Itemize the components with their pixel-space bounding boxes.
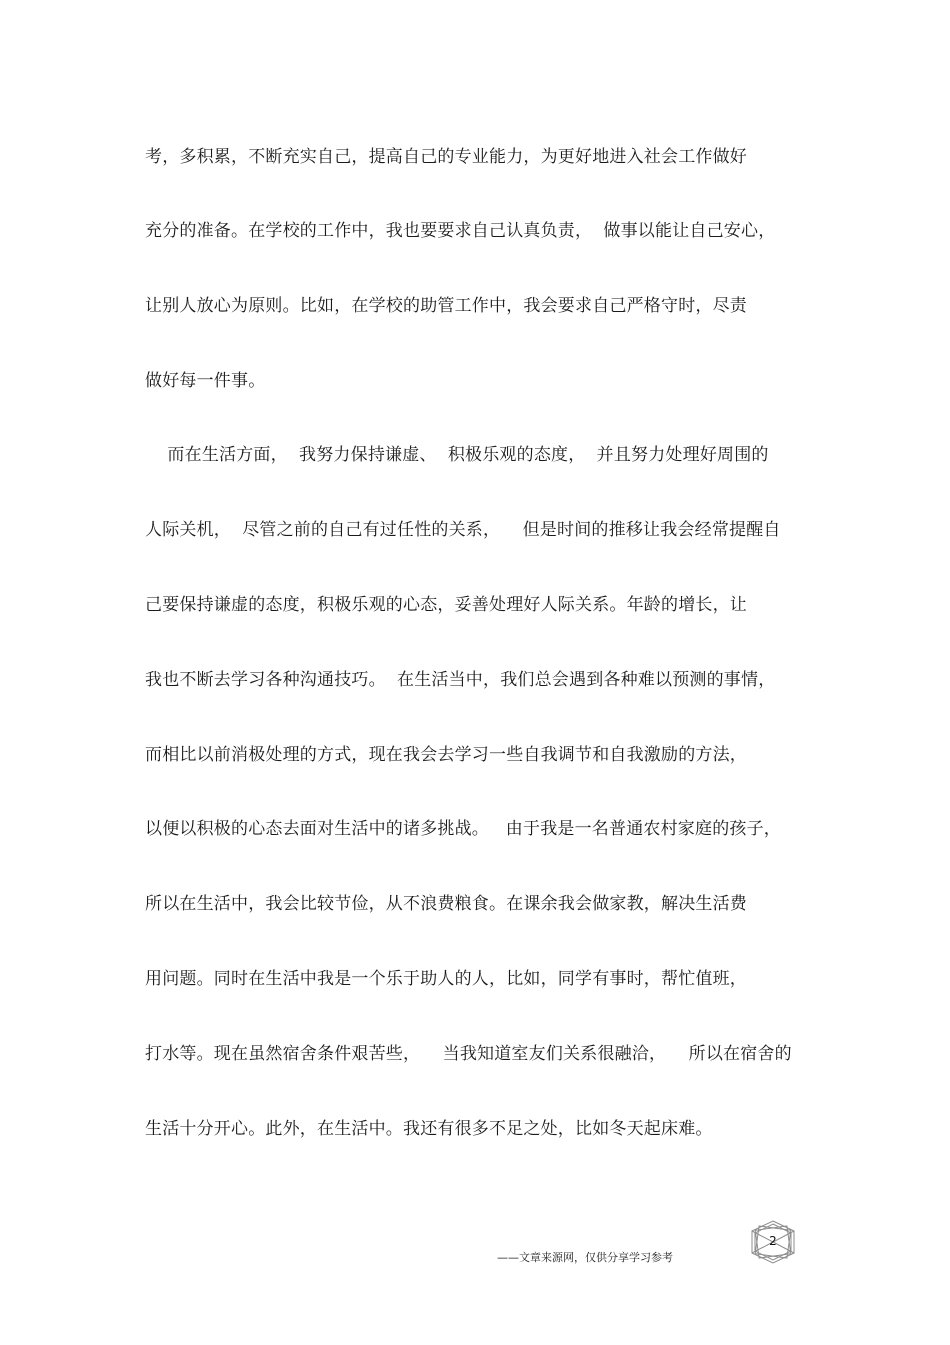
body-line: 生活十分开心。此外，在生活中。我还有很多不足之处，比如冬天起床难。 — [145, 1119, 713, 1139]
page-number: 2 — [769, 1234, 777, 1248]
body-line: 打水等。现在虽然宿舍条件艰苦些， 当我知道室友们关系很融洽， 所以在宿舍的 — [145, 1044, 792, 1064]
body-line: 考，多积累，不断充实自己，提高自己的专业能力，为更好地进入社会工作做好 — [145, 147, 747, 167]
body-line: 己要保持谦虚的态度，积极乐观的心态，妥善处理好人际关系。年龄的增长，让 — [145, 595, 747, 615]
body-line: 而相比以前消极处理的方式，现在我会去学习一些自我调节和自我激励的方法， — [145, 745, 747, 765]
body-line: 用问题。同时在生活中我是一个乐于助人的人，比如，同学有事时，帮忙值班， — [145, 969, 747, 989]
body-line: 所以在生活中，我会比较节俭，从不浪费粮食。在课余我会做家教，解决生活费 — [145, 894, 747, 914]
body-line: 人际关机， 尽管之前的自己有过任性的关系， 但是时间的推移让我会经常提醒自 — [145, 520, 781, 540]
body-line: 让别人放心为原则。比如，在学校的助管工作中，我会要求自己严格守时，尽责 — [145, 296, 747, 316]
page-number-badge — [748, 1219, 798, 1265]
source-note: ——文章来源网，仅供分享学习参考 — [497, 1251, 673, 1264]
body-line: 以便以积极的心态去面对生活中的诸多挑战。 由于我是一名普通农村家庭的孩子， — [145, 819, 782, 839]
body-line: 做好每一件事。 — [145, 371, 266, 391]
body-line: 而在生活方面， 我努力保持谦虚、 积极乐观的态度， 并且努力处理好周围的 — [145, 445, 769, 465]
body-line: 我也不断去学习各种沟通技巧。 在生活当中，我们总会遇到各种难以预测的事情， — [145, 670, 776, 690]
body-line: 充分的准备。在学校的工作中，我也要要求自己认真负责， 做事以能让自己安心， — [145, 221, 776, 241]
